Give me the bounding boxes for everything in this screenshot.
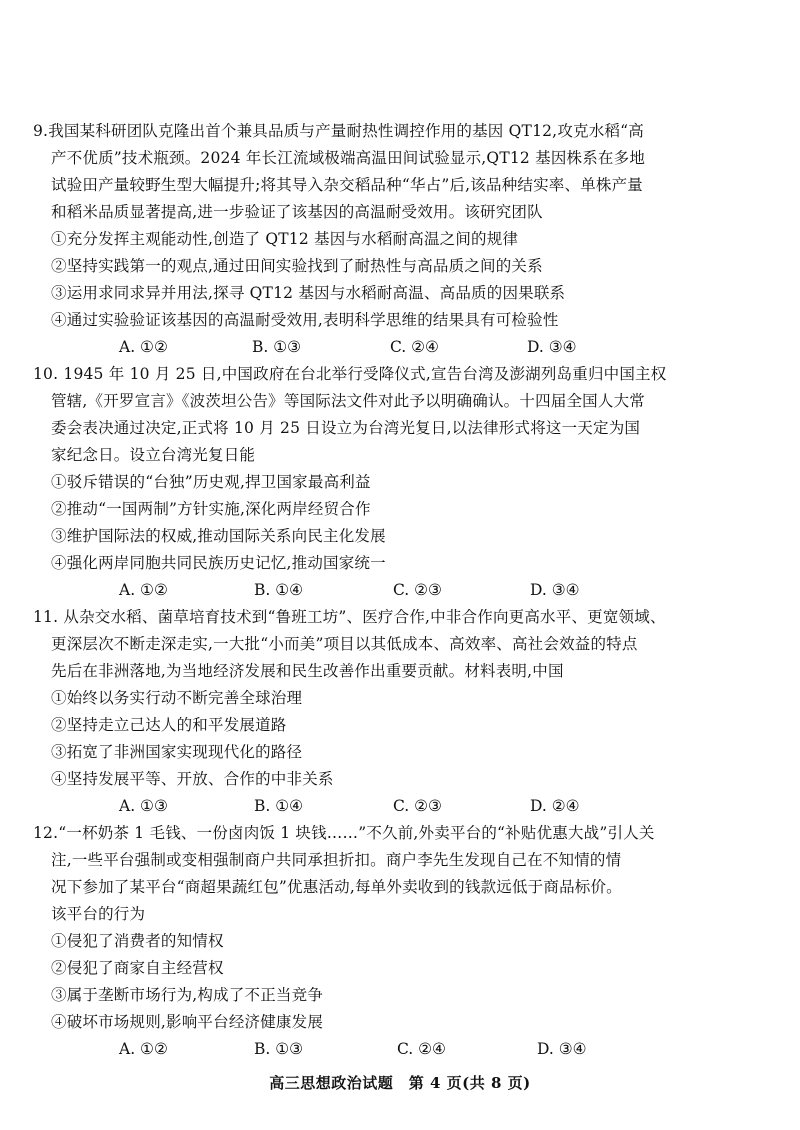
question-9-statement: ④通过实验验证该基因的高温耐受效用,表明科学思维的结果具有可检验性 <box>51 311 559 329</box>
question-10-statement: ③维护国际法的权威,推动国际关系向民主化发展 <box>51 527 386 545</box>
question-10-choice-c: C. ②③ <box>393 581 442 599</box>
question-10-stem-line: 10. 1945 年 10 月 25 日,中国政府在台北举行受降仪式,宣告台湾及澎湖列岛重归中国主权 <box>33 365 667 383</box>
question-12-stem-line: 况下参加了某平台“商超果蔬红包”优惠活动,每单外卖收到的钱款远低于商品标价。 <box>51 878 622 896</box>
question-12-statement: ①侵犯了消费者的知情权 <box>51 932 224 950</box>
question-9-choice-c: C. ②④ <box>390 338 439 356</box>
question-12-stem-line: 注,一些平台强制或变相强制商户共同承担折扣。商户李先生发现自己在不知情的情 <box>51 851 622 869</box>
question-9-stem-line: 和稻米品质显著提高,进一步验证了该基因的高温耐受效用。该研究团队 <box>51 203 543 221</box>
question-10-statement: ①驳斥错误的“台独”历史观,捍卫国家最高利益 <box>51 473 371 491</box>
question-11-statement: ①始终以务实行动不断完善全球治理 <box>51 689 303 707</box>
question-12-statement: ④破坏市场规则,影响平台经济健康发展 <box>51 1013 324 1031</box>
question-10-stem-line: 家纪念日。设立台湾光复日能 <box>51 446 256 464</box>
question-12-choice-b: B. ①③ <box>254 1040 304 1058</box>
question-10-stem-line: 委会表决通过决定,正式将 10 月 25 日设立为台湾光复日,以法律形式将这一天定为国 <box>51 419 641 437</box>
question-11-stem-line: 更深层次不断走深走实,一大批“小而美”项目以其低成本、高效率、高社会效益的特点 <box>51 635 638 653</box>
question-11-choice-c: C. ②③ <box>393 797 442 815</box>
question-11-statement: ③拓宽了非洲国家实现现代化的路径 <box>51 743 303 761</box>
question-12-choice-d: D. ③④ <box>537 1040 587 1058</box>
question-11-choice-b: B. ①④ <box>254 797 304 815</box>
question-10-stem-line: 管辖,《开罗宣言》《波茨坦公告》等国际法文件对此予以明确确认。十四届全国人大常 <box>51 392 645 410</box>
question-11-stem-line: 11. 从杂交水稻、菌草培育技术到“鲁班工坊”、医疗合作,中非合作向更高水平、更宽领域、 <box>33 608 666 626</box>
question-12-choice-c: C. ②④ <box>397 1040 446 1058</box>
question-9-choice-b: B. ①③ <box>252 338 302 356</box>
question-10-choice-d: D. ③④ <box>530 581 580 599</box>
question-12-stem-line: 12.“一杯奶茶 1 毛钱、一份卤肉饭 1 块钱……”不久前,外卖平台的“补贴优惠大战”引人关 <box>33 824 655 842</box>
question-10-statement: ②推动“一国两制”方针实施,深化两岸经贸合作 <box>51 500 371 518</box>
question-9-stem-line: 试验田产量较野生型大幅提升;将其导入杂交稻品种“华占”后,该品种结实率、单株产量 <box>51 176 643 194</box>
question-10-statement: ④强化两岸同胞共同民族历史记忆,推动国家统一 <box>51 554 386 572</box>
question-11-statement: ④坚持发展平等、开放、合作的中非关系 <box>51 770 334 788</box>
question-9-statement: ①充分发挥主观能动性,创造了 QT12 基因与水稻耐高温之间的规律 <box>51 230 519 248</box>
question-9-choice-a: A. ①② <box>119 338 168 356</box>
question-12-choice-a: A. ①② <box>119 1040 168 1058</box>
question-12-stem-line: 该平台的行为 <box>51 905 146 923</box>
question-9-choice-d: D. ③④ <box>527 338 577 356</box>
question-12-statement: ②侵犯了商家自主经营权 <box>51 959 224 977</box>
question-9-statement: ③运用求同求异并用法,探寻 QT12 基因与水稻耐高温、高品质的因果联系 <box>51 284 566 302</box>
question-11-statement: ②坚持走立己达人的和平发展道路 <box>51 716 287 734</box>
question-11-choice-a: A. ①③ <box>119 797 168 815</box>
question-11-choice-d: D. ②④ <box>530 797 580 815</box>
question-12-statement: ③属于垄断市场行为,构成了不正当竞争 <box>51 986 324 1004</box>
question-10-choice-a: A. ①② <box>119 581 168 599</box>
question-10-choice-b: B. ①④ <box>254 581 304 599</box>
question-9-stem-line: 产不优质”技术瓶颈。2024 年长江流域极端高温田间试验显示,QT12 基因株系在多地 <box>51 149 646 167</box>
question-9-statement: ②坚持实践第一的观点,通过田间实验找到了耐热性与高品质之间的关系 <box>51 257 543 275</box>
question-11-stem-line: 先后在非洲落地,为当地经济发展和民生改善作出重要贡献。材料表明,中国 <box>51 662 564 680</box>
question-9-stem-line: 9.我国某科研团队克隆出首个兼具品质与产量耐热性调控作用的基因 QT12,攻克水稻“高 <box>33 122 644 140</box>
page-footer: 高三思想政治试题 第 4 页(共 8 页) <box>269 1074 531 1092</box>
